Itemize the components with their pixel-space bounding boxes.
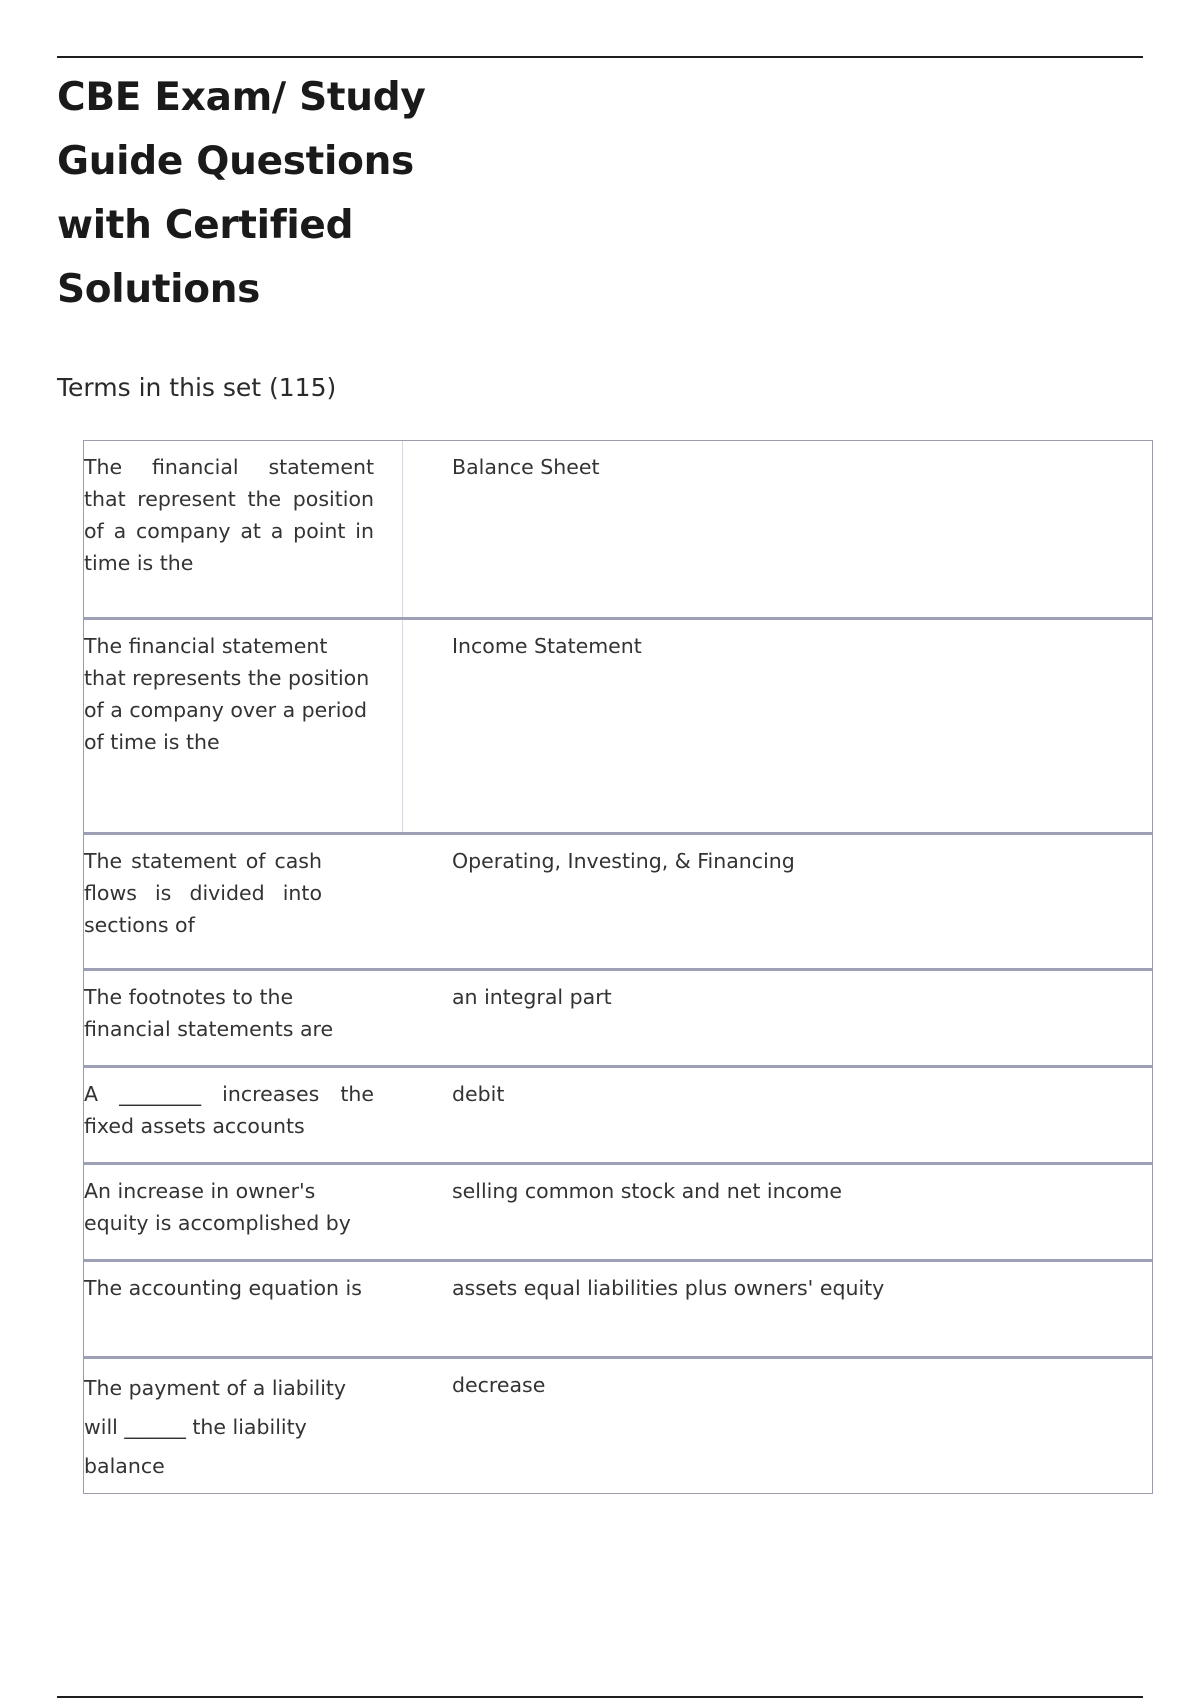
definition-text: Income Statement bbox=[452, 634, 642, 658]
table-row bbox=[84, 1259, 1152, 1356]
term-text: The footnotes to the financial statements are bbox=[84, 985, 334, 1041]
term-text: An increase in owner's equity is accomplished by bbox=[84, 1179, 351, 1235]
definition-text: decrease bbox=[452, 1373, 546, 1397]
bottom-rule bbox=[57, 1696, 1143, 1698]
column-divider bbox=[402, 620, 403, 832]
definition-text: selling common stock and net income bbox=[452, 1179, 842, 1203]
definition-text: assets equal liabilities plus owners' equity bbox=[452, 1276, 885, 1300]
definition-text: debit bbox=[452, 1082, 505, 1106]
definition-text: an integral part bbox=[452, 985, 612, 1009]
term-text: A ________ increases the fixed assets accounts bbox=[84, 1082, 374, 1138]
table-row bbox=[84, 968, 1152, 1065]
term-text: The financial statement that represents the position of a company over a period of time is the bbox=[84, 634, 370, 754]
table-row bbox=[84, 441, 1152, 617]
table-row bbox=[84, 1065, 1152, 1162]
terms-table bbox=[83, 440, 1153, 1494]
definition-text: Balance Sheet bbox=[452, 455, 600, 479]
table-row bbox=[84, 1356, 1152, 1493]
table-row bbox=[84, 617, 1152, 832]
term-text: The statement of cash flows is divided into sections of bbox=[84, 849, 322, 937]
terms-count-heading: Terms in this set (115) bbox=[57, 373, 337, 402]
page-title: CBE Exam/ Study Guide Questions with Certified Solutions bbox=[57, 75, 426, 312]
term-text: The payment of a liability will ______ the liability balance bbox=[84, 1376, 347, 1478]
term-text: The financial statement that represent the position of a company at a point in time is the bbox=[84, 455, 374, 575]
column-divider bbox=[402, 441, 403, 617]
table-row bbox=[84, 1162, 1152, 1259]
definition-text: Operating, Investing, & Financing bbox=[452, 849, 795, 873]
table-row bbox=[84, 832, 1152, 968]
term-text: The accounting equation is bbox=[84, 1276, 362, 1300]
top-rule bbox=[57, 56, 1143, 58]
